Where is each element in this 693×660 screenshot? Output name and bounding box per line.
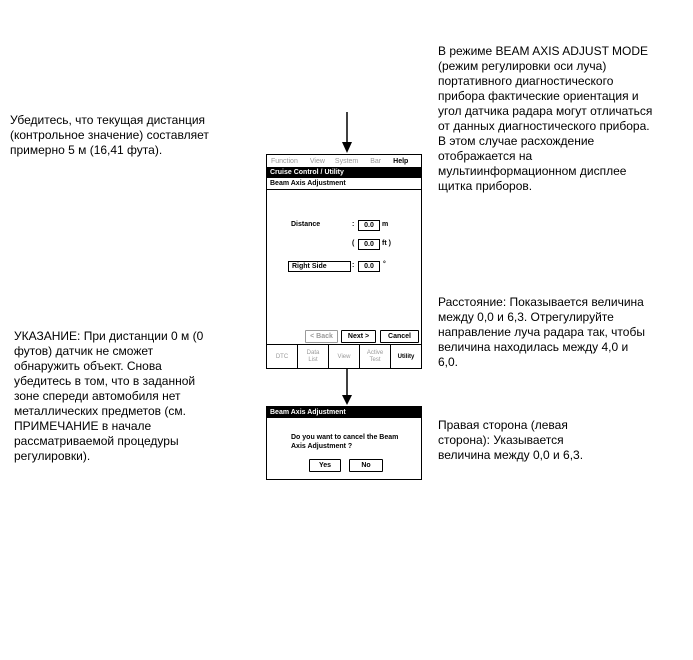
menu-bar-item[interactable]: Bar [370, 157, 382, 165]
annotation-line: величина между 0,0 и 6,3. [438, 448, 584, 462]
annotation-line: прибора фактические ориентация и [438, 89, 639, 103]
diagnostic-tester-screen [266, 154, 422, 369]
annotation-line: (контрольное значение) составляет [10, 128, 209, 142]
annotation-line: мультиинформационном дисплее [438, 164, 627, 178]
back-button[interactable]: < Back [305, 330, 338, 343]
annotation-line: Расстояние: Показывается величина [438, 295, 644, 309]
annotation-line: отображается на [438, 149, 533, 163]
annotation-distance [438, 295, 645, 370]
screen-subtitle: Beam Axis Adjustment [267, 178, 421, 190]
annotation-line: между 0,0 и 6,3. Отрегулируйте [438, 310, 614, 324]
annotation-line: от данных диагностического прибора. [438, 119, 650, 133]
annotation-line: 6,0. [438, 355, 459, 369]
annotation-line: величина находилась между 4,0 и [438, 340, 629, 354]
annotation-hint [14, 329, 203, 464]
tab-utility[interactable]: Utility [397, 353, 415, 360]
yes-button[interactable]: Yes [309, 459, 341, 472]
dialog-message-line: Do you want to cancel the Beam [291, 434, 399, 441]
distance-feet-field: 0.0 [358, 239, 380, 250]
annotation-line: примерно 5 м (16,41 фута). [10, 143, 163, 157]
annotation-line: Правая сторона (левая [438, 418, 568, 432]
annotation-line: металлических предметов (см. [14, 404, 186, 418]
cancel-button[interactable]: Cancel [380, 330, 419, 343]
annotation-line: УКАЗАНИЕ: При дистанции 0 м (0 [14, 329, 204, 343]
menu-bar [267, 155, 421, 167]
annotation-line: (режим регулировки оси луча) [438, 59, 607, 73]
menu-function[interactable]: Function [271, 157, 298, 165]
next-button[interactable]: Next > [341, 330, 376, 343]
tab-active-test[interactable]: Active Test [360, 345, 391, 369]
annotation-line: щитка приборов. [438, 179, 533, 193]
screen-title: Cruise Control / Utility [267, 167, 421, 178]
feet-unit: ft ) [382, 240, 391, 247]
annotation-line: регулировки). [14, 449, 91, 463]
tab-view[interactable]: View [329, 345, 360, 369]
cancel-dialog [266, 406, 422, 480]
side-unit: ° [383, 261, 386, 268]
annotation-line: зоне спереди автомобиля нет [14, 389, 181, 403]
distance-colon: : [352, 221, 355, 228]
tab-data-list[interactable]: Data List [298, 345, 329, 369]
distance-value-field: 0.0 [358, 220, 380, 231]
no-button[interactable]: No [349, 459, 383, 472]
side-colon: : [352, 262, 355, 269]
distance-label: Distance [291, 221, 321, 228]
annotation-line: сторона): Указывается [438, 433, 564, 447]
annotation-beam-axis-mode [438, 44, 652, 194]
annotation-line: футов) датчик не сможет [14, 344, 154, 358]
distance-unit: m [382, 221, 389, 228]
dialog-message [291, 433, 398, 451]
down-arrow-icon [340, 112, 354, 154]
annotation-line: угол датчика радара могут отличаться [438, 104, 653, 118]
annotation-line: убедитесь в том, что в заданной [14, 374, 196, 388]
annotation-line: направление луча радара так, чтобы [438, 325, 645, 339]
annotation-line: В режиме BEAM AXIS ADJUST MODE [438, 44, 649, 58]
annotation-line: Убедитесь, что текущая дистанция [10, 113, 206, 127]
feet-paren: ( [352, 240, 355, 247]
annotation-right-side [438, 418, 583, 463]
dialog-message-line: Axis Adjustment ? [291, 443, 353, 450]
menu-help[interactable]: Help [393, 157, 409, 165]
menu-system[interactable]: System [334, 157, 359, 165]
annotation-line: ПРИМЕЧАНИЕ в начале [14, 419, 152, 433]
annotation-check-distance [10, 113, 209, 158]
menu-view[interactable]: View [309, 157, 325, 165]
annotation-line: портативного диагностического [438, 74, 614, 88]
side-value-field: 0.0 [358, 261, 380, 272]
annotation-line: рассматриваемой процедуры [14, 434, 179, 448]
side-label-field: Right Side [288, 261, 351, 272]
down-arrow-icon [340, 369, 354, 406]
function-tabs [267, 344, 421, 369]
dialog-title: Beam Axis Adjustment [267, 407, 421, 418]
annotation-line: В этом случае расхождение [438, 134, 595, 148]
tab-dtc[interactable]: DTC [267, 345, 298, 369]
annotation-line: обнаружить объект. Снова [14, 359, 162, 373]
